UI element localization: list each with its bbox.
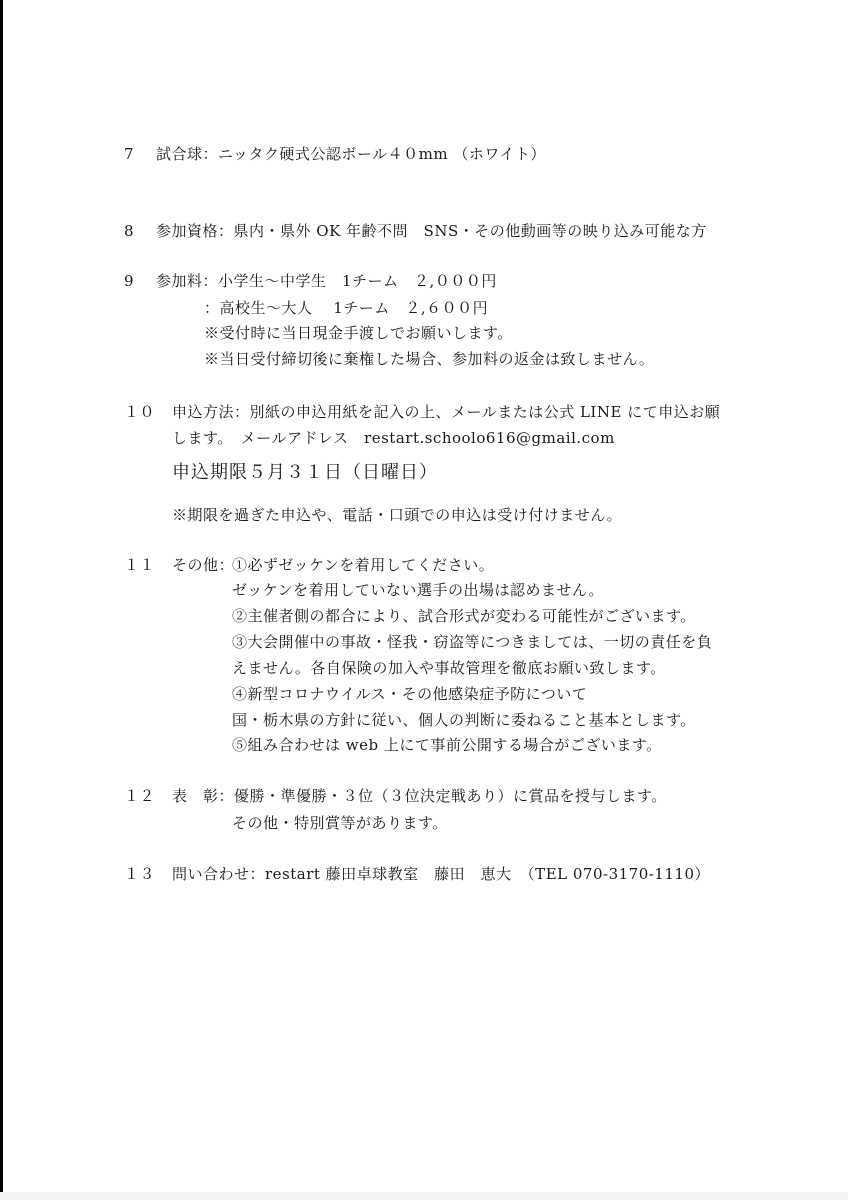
page-left-edge	[0, 0, 3, 1200]
item-11-line: ゼッケンを着用していない選手の出場は認めません。	[232, 581, 604, 599]
item-11-label: その他：	[172, 556, 235, 574]
item-10-line1: 申込方法：別紙の申込用紙を記入の上、メールまたは公式 LINE にて申込お願	[172, 403, 721, 421]
item-9-note1: ※受付時に当日現金手渡しでお願いします。	[204, 324, 513, 342]
item-11-line: えません。各自保険の加入や事故管理を徹底お願い致します。	[232, 659, 666, 677]
item-13-number: １３	[124, 865, 156, 883]
item-9-number: 9	[124, 272, 135, 290]
item-10-deadline: 申込期限５月３１日（日曜日）	[172, 462, 438, 483]
item-7-text: 試合球：ニッタク硬式公認ボール４０mm （ホワイト）	[156, 145, 546, 163]
item-10-line2: します。 メールアドレス restart.schoolo616@gmail.com	[172, 429, 615, 447]
item-12-line2: その他・特別賞等があります。	[232, 814, 448, 832]
item-11-line: ⑤組み合わせは web 上にて事前公開する場合がございます。	[232, 736, 662, 754]
item-11-line: ①必ずゼッケンを着用してください。	[232, 556, 495, 574]
item-12-line1: 表 彰：優勝・準優勝・３位（３位決定戦あり）に賞品を授与します。	[172, 787, 667, 805]
item-13-text: 問い合わせ：restart 藤田卓球教室 藤田 恵大 （TEL 070-3170-1110）	[172, 865, 710, 883]
item-9-line1: 参加料：小学生～中学生 1チーム ２,０００円	[156, 272, 497, 290]
item-11-line: ②主催者側の都合により、試合形式が変わる可能性がございます。	[232, 607, 696, 625]
item-11-line: ④新型コロナウイルス・その他感染症予防について	[232, 685, 588, 703]
item-10-number: １０	[124, 403, 156, 421]
item-8-text: 参加資格：県内・県外 OK 年齢不問 SNS・その他動画等の映り込み可能な方	[156, 222, 707, 240]
item-7-number: 7	[124, 145, 135, 163]
item-10-note: ※期限を過ぎた申込や、電話・口頭での申込は受け付けません。	[172, 506, 623, 524]
item-11-number: １１	[124, 556, 156, 574]
item-9-line2: ：高校生～大人 1チーム ２,６００円	[204, 299, 489, 317]
item-11-line: ③大会開催中の事故・怪我・窃盗等につきましては、一切の責任を負	[232, 633, 713, 651]
item-9-note2: ※当日受付締切後に棄権した場合、参加料の返金は致しません。	[204, 350, 655, 368]
page-bottom-edge	[0, 1192, 848, 1200]
item-8-number: 8	[124, 222, 135, 240]
item-11-line: 国・栃木県の方針に従い、個人の判断に委ねること基本とします。	[232, 711, 696, 729]
item-12-number: １２	[124, 787, 156, 805]
